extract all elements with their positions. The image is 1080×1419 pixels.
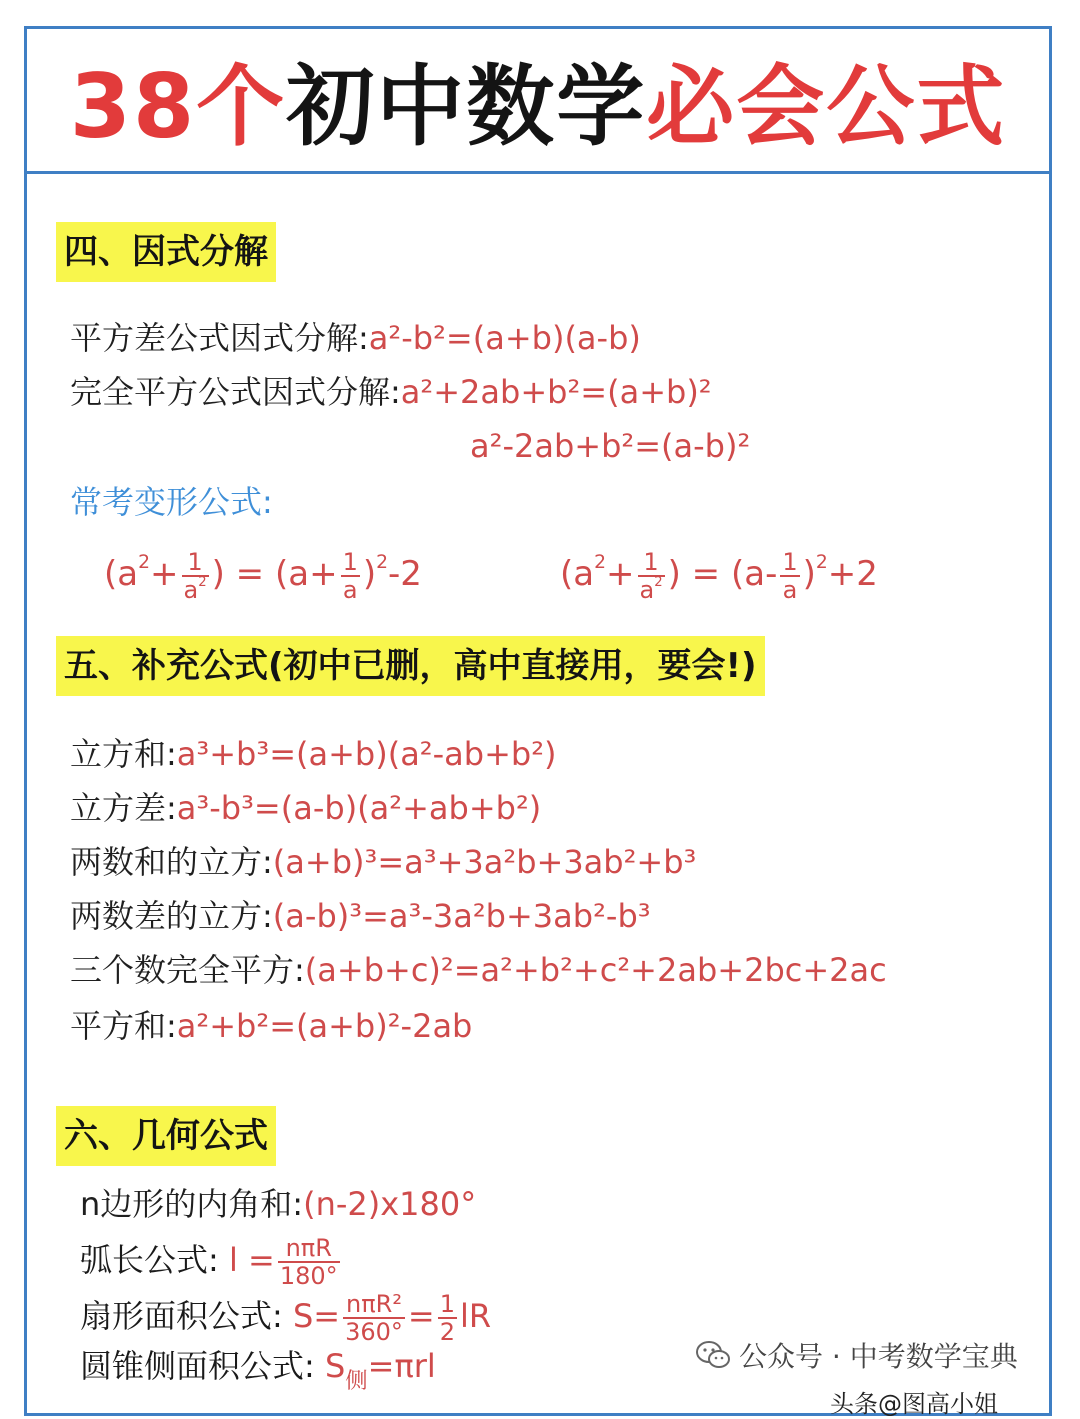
- list-item: [70, 840, 696, 884]
- page-title: [27, 29, 1049, 171]
- diff-squares-row: [70, 316, 641, 360]
- cone-s: S: [324, 1347, 346, 1385]
- item-label: 两数和的立方:: [70, 843, 273, 881]
- list-item: [70, 1004, 472, 1048]
- title-middle: 初中数学: [286, 55, 647, 158]
- cone-rhs: =πrl: [367, 1347, 436, 1385]
- variant-formula-2: ($a^2+$ $\frac{1}{a^2}$ ) = (a- $\frac{1}{a}$ )$^2$+2: [560, 547, 878, 604]
- section-heading-supplement: 五、补充公式(初中已删，高中直接用，要会!): [56, 636, 765, 696]
- arc-fraction: [278, 1235, 340, 1289]
- source-credit: 头条@图高小姐: [830, 1390, 998, 1418]
- variant-formula-1: ($a^2+$ $\frac{1}{a^2}$ ) = (a+ $\frac{1}{a}$ )$^2$-2: [104, 547, 422, 604]
- arc-length-label: 弧长公式:: [80, 1241, 219, 1279]
- section-heading-factor: 四、因式分解: [56, 222, 276, 282]
- perfect-square-row: [70, 370, 712, 414]
- watermark: [695, 1335, 1018, 1375]
- list-item: [70, 732, 557, 776]
- cone-area-row: [80, 1344, 436, 1395]
- half-numerator: 1: [439, 1290, 455, 1318]
- interior-angle-formula: (n-2)x180°: [303, 1185, 477, 1223]
- item-label: 立方差:: [70, 789, 177, 827]
- sector-fraction: [343, 1291, 405, 1345]
- title-divider: [27, 171, 1049, 174]
- item-formula: a³+b³=(a+b)(a²-ab+b²): [176, 735, 557, 773]
- sector-tail: lR: [460, 1297, 492, 1335]
- item-formula: (a+b)³=a³+3a²b+3ab²+b³: [272, 843, 697, 881]
- sector-denominator: 360°: [345, 1318, 403, 1346]
- arc-length-formula: [228, 1234, 343, 1290]
- perfect-square-label: 完全平方公式因式分解:: [70, 373, 401, 411]
- diff-squares-formula: a²-b²=(a+b)(a-b): [368, 319, 641, 357]
- list-item: [70, 894, 651, 938]
- arc-numerator: nπR: [285, 1234, 332, 1262]
- sector-area-row: [80, 1286, 491, 1346]
- sector-area-formula: [292, 1290, 492, 1346]
- title-end: 必会公式: [646, 55, 1007, 158]
- item-label: 三个数完全平方:: [70, 951, 305, 989]
- cone-area-label: 圆锥侧面积公式:: [80, 1347, 315, 1385]
- sector-lhs: S=: [292, 1297, 341, 1335]
- sector-equals: =: [407, 1297, 435, 1335]
- item-label: 立方和:: [70, 735, 177, 773]
- item-formula: a³-b³=(a-b)(a²+ab+b²): [176, 789, 542, 827]
- cone-area-formula: [324, 1347, 436, 1395]
- arc-denominator: 180°: [279, 1262, 338, 1290]
- interior-angle-label: n边形的内角和:: [80, 1185, 304, 1223]
- half-denominator: 2: [439, 1318, 455, 1346]
- item-formula: (a-b)³=a³-3a²b+3ab²-b³: [272, 897, 651, 935]
- cone-subscript: 侧: [345, 1368, 368, 1395]
- half-fraction: [438, 1291, 457, 1345]
- sector-numerator: nπR²: [346, 1290, 402, 1318]
- item-label: 平方和:: [70, 1007, 177, 1045]
- section-heading-geometry: 六、几何公式: [56, 1106, 276, 1166]
- list-item: [70, 786, 541, 830]
- title-number: 38个: [69, 55, 287, 158]
- variant-label: 常考变形公式:: [70, 483, 273, 521]
- item-formula: a²+b²=(a+b)²-2ab: [176, 1007, 473, 1045]
- arc-lhs: l =: [228, 1241, 275, 1279]
- diff-squares-label: 平方差公式因式分解:: [70, 319, 369, 357]
- wechat-icon: [695, 1340, 731, 1370]
- list-item: [70, 948, 887, 992]
- watermark-text: 公众号 · 中考数学宝典: [739, 1340, 1018, 1373]
- perfect-square-formula-2: a²-2ab+b²=(a-b)²: [470, 427, 751, 465]
- arc-length-row: [80, 1230, 343, 1290]
- sector-area-label: 扇形面积公式:: [80, 1297, 283, 1335]
- item-label: 两数差的立方:: [70, 897, 273, 935]
- interior-angle-row: [80, 1182, 476, 1226]
- perfect-square-formula-1: a²+2ab+b²=(a+b)²: [400, 373, 712, 411]
- item-formula: (a+b+c)²=a²+b²+c²+2ab+2bc+2ac: [304, 951, 887, 989]
